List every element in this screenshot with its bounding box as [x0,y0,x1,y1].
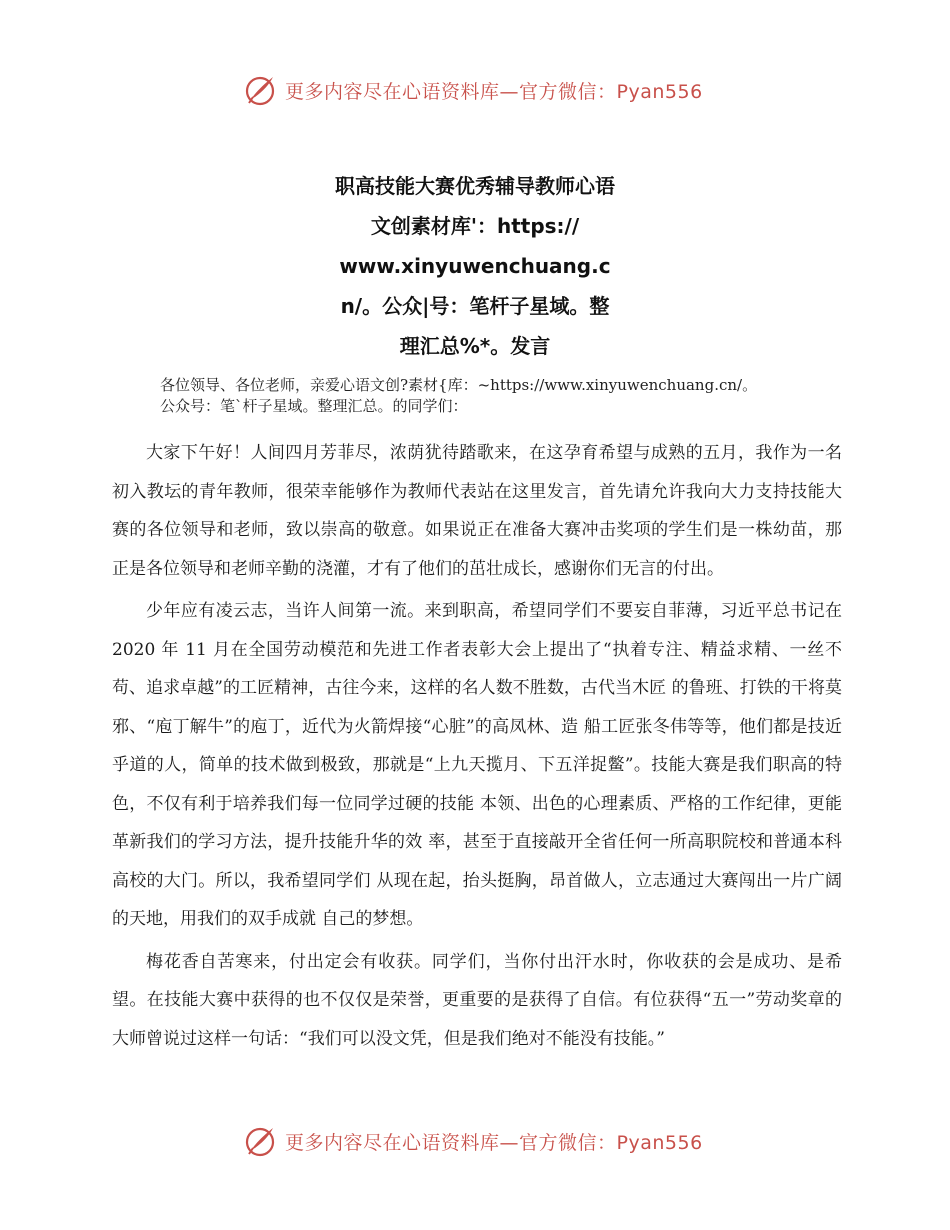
paragraph: 少年应有凌云志，当许人间第一流。来到职高，希望同学们不要妄自菲薄，习近平总书记在 2020 年 11 月在全国劳动模范和先进工作者表彰大会上提出了“执着专注、精益求精、一丝不苟、追求卓越”的工匠精神，古往今来，这样的名人数不胜数，古代当木匠 的鲁班、打铁的干将莫邪、“庖丁解牛”的庖丁，近代为火箭焊接“心脏”的高凤林、造 船工匠张冬伟等等，他们都是技近乎道的人，简单的技术做到极致，那就是“上九天揽月、下五洋捉鳖”。技能大赛是我们职高的特色，不仅有利于培养我们每一位同学过硬的技能 本领、出色的心理素质、严格的工作纪律，更能革新我们的学习方法，提升技能升华的效 率，甚至于直接敲开全省任何一所高职院校和普通本科高校的大门。所以，我希望同学们 从现在起，抬头挺胸，昂首做人，立志通过大赛闯出一片广阔的天地，用我们的双手成就 自己的梦想。 [112,601,842,929]
title-line: 职高技能大赛优秀辅导教师心语 [335,174,615,198]
document-title [0,166,950,366]
title-line: www.xinyuwenchuang.c [339,254,611,278]
salutation-line: 各位领导、各位老师，亲爱心语文创?素材{库：~https://www.xinyuwenchuang.cn/。 [160,376,758,394]
banner-text: 更多内容尽在心语资料库—官方微信：Pyan556 [285,1131,703,1154]
paragraph: 大家下午好！人间四月芳菲尽，浓荫犹待踏歌来，在这孕育希望与成熟的五月，我作为一名初入教坛的青年教师，很荣幸能够作为教师代表站在这里发言，首先请允许我向大力支持技能大赛的各位领导和老师，致以崇高的敬意。如果说正在准备大赛冲击奖项的学生们是一株幼苗，那正是各位领导和老师辛勤的浇灌，才有了他们的茁壮成长，感谢你们无言的付出。 [112,443,842,579]
title-line: n/。公众|号：笔杆子星域。整 [340,294,610,318]
salutation-line: 公众号：笔`杆子星域。整理汇总。的同学们： [160,397,468,415]
quill-pen-logo-icon [243,1124,277,1158]
title-line: 文创素材库'：https:// [370,214,580,238]
paragraph: 梅花香自苦寒来，付出定会有收获。同学们，当你付出汗水时，你收获的会是成功、是希望。在技能大赛中获得的也不仅仅是荣誉，更重要的是获得了自信。有位获得“五一”劳动奖章的大师曾说过这样一句话：“我们可以没文凭，但是我们绝对不能没有技能。” [112,951,842,1049]
quill-pen-logo-icon [243,73,277,107]
footer-banner [243,1121,703,1161]
salutation [160,375,757,417]
title-line: 理汇总%*。发言 [399,334,551,358]
banner-text: 更多内容尽在心语资料库—官方微信：Pyan556 [285,80,703,103]
speech-body [112,434,842,1062]
header-banner [243,70,703,110]
